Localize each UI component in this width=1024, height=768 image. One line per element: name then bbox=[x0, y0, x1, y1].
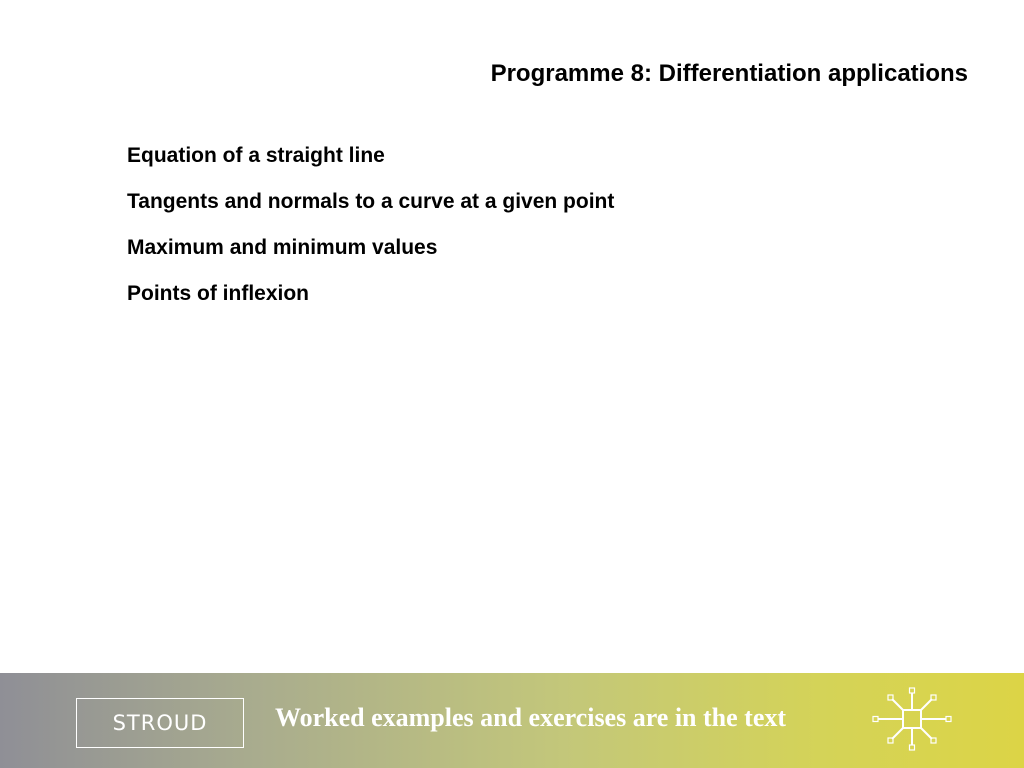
topic-item: Equation of a straight line bbox=[127, 144, 385, 167]
topic-item: Tangents and normals to a curve at a given point bbox=[127, 190, 615, 213]
stroud-logo-text: STROUD bbox=[112, 711, 208, 735]
topic-item: Points of inflexion bbox=[127, 282, 309, 305]
circuit-chip-icon bbox=[870, 687, 954, 751]
footer-bar bbox=[0, 673, 1024, 768]
topic-list bbox=[127, 142, 614, 326]
slide-title: Programme 8: Differentiation applications bbox=[490, 60, 968, 87]
topic-item: Maximum and minimum values bbox=[127, 236, 438, 259]
footer-note: Worked examples and exercises are in the text bbox=[275, 703, 787, 732]
stroud-logo bbox=[76, 698, 244, 748]
